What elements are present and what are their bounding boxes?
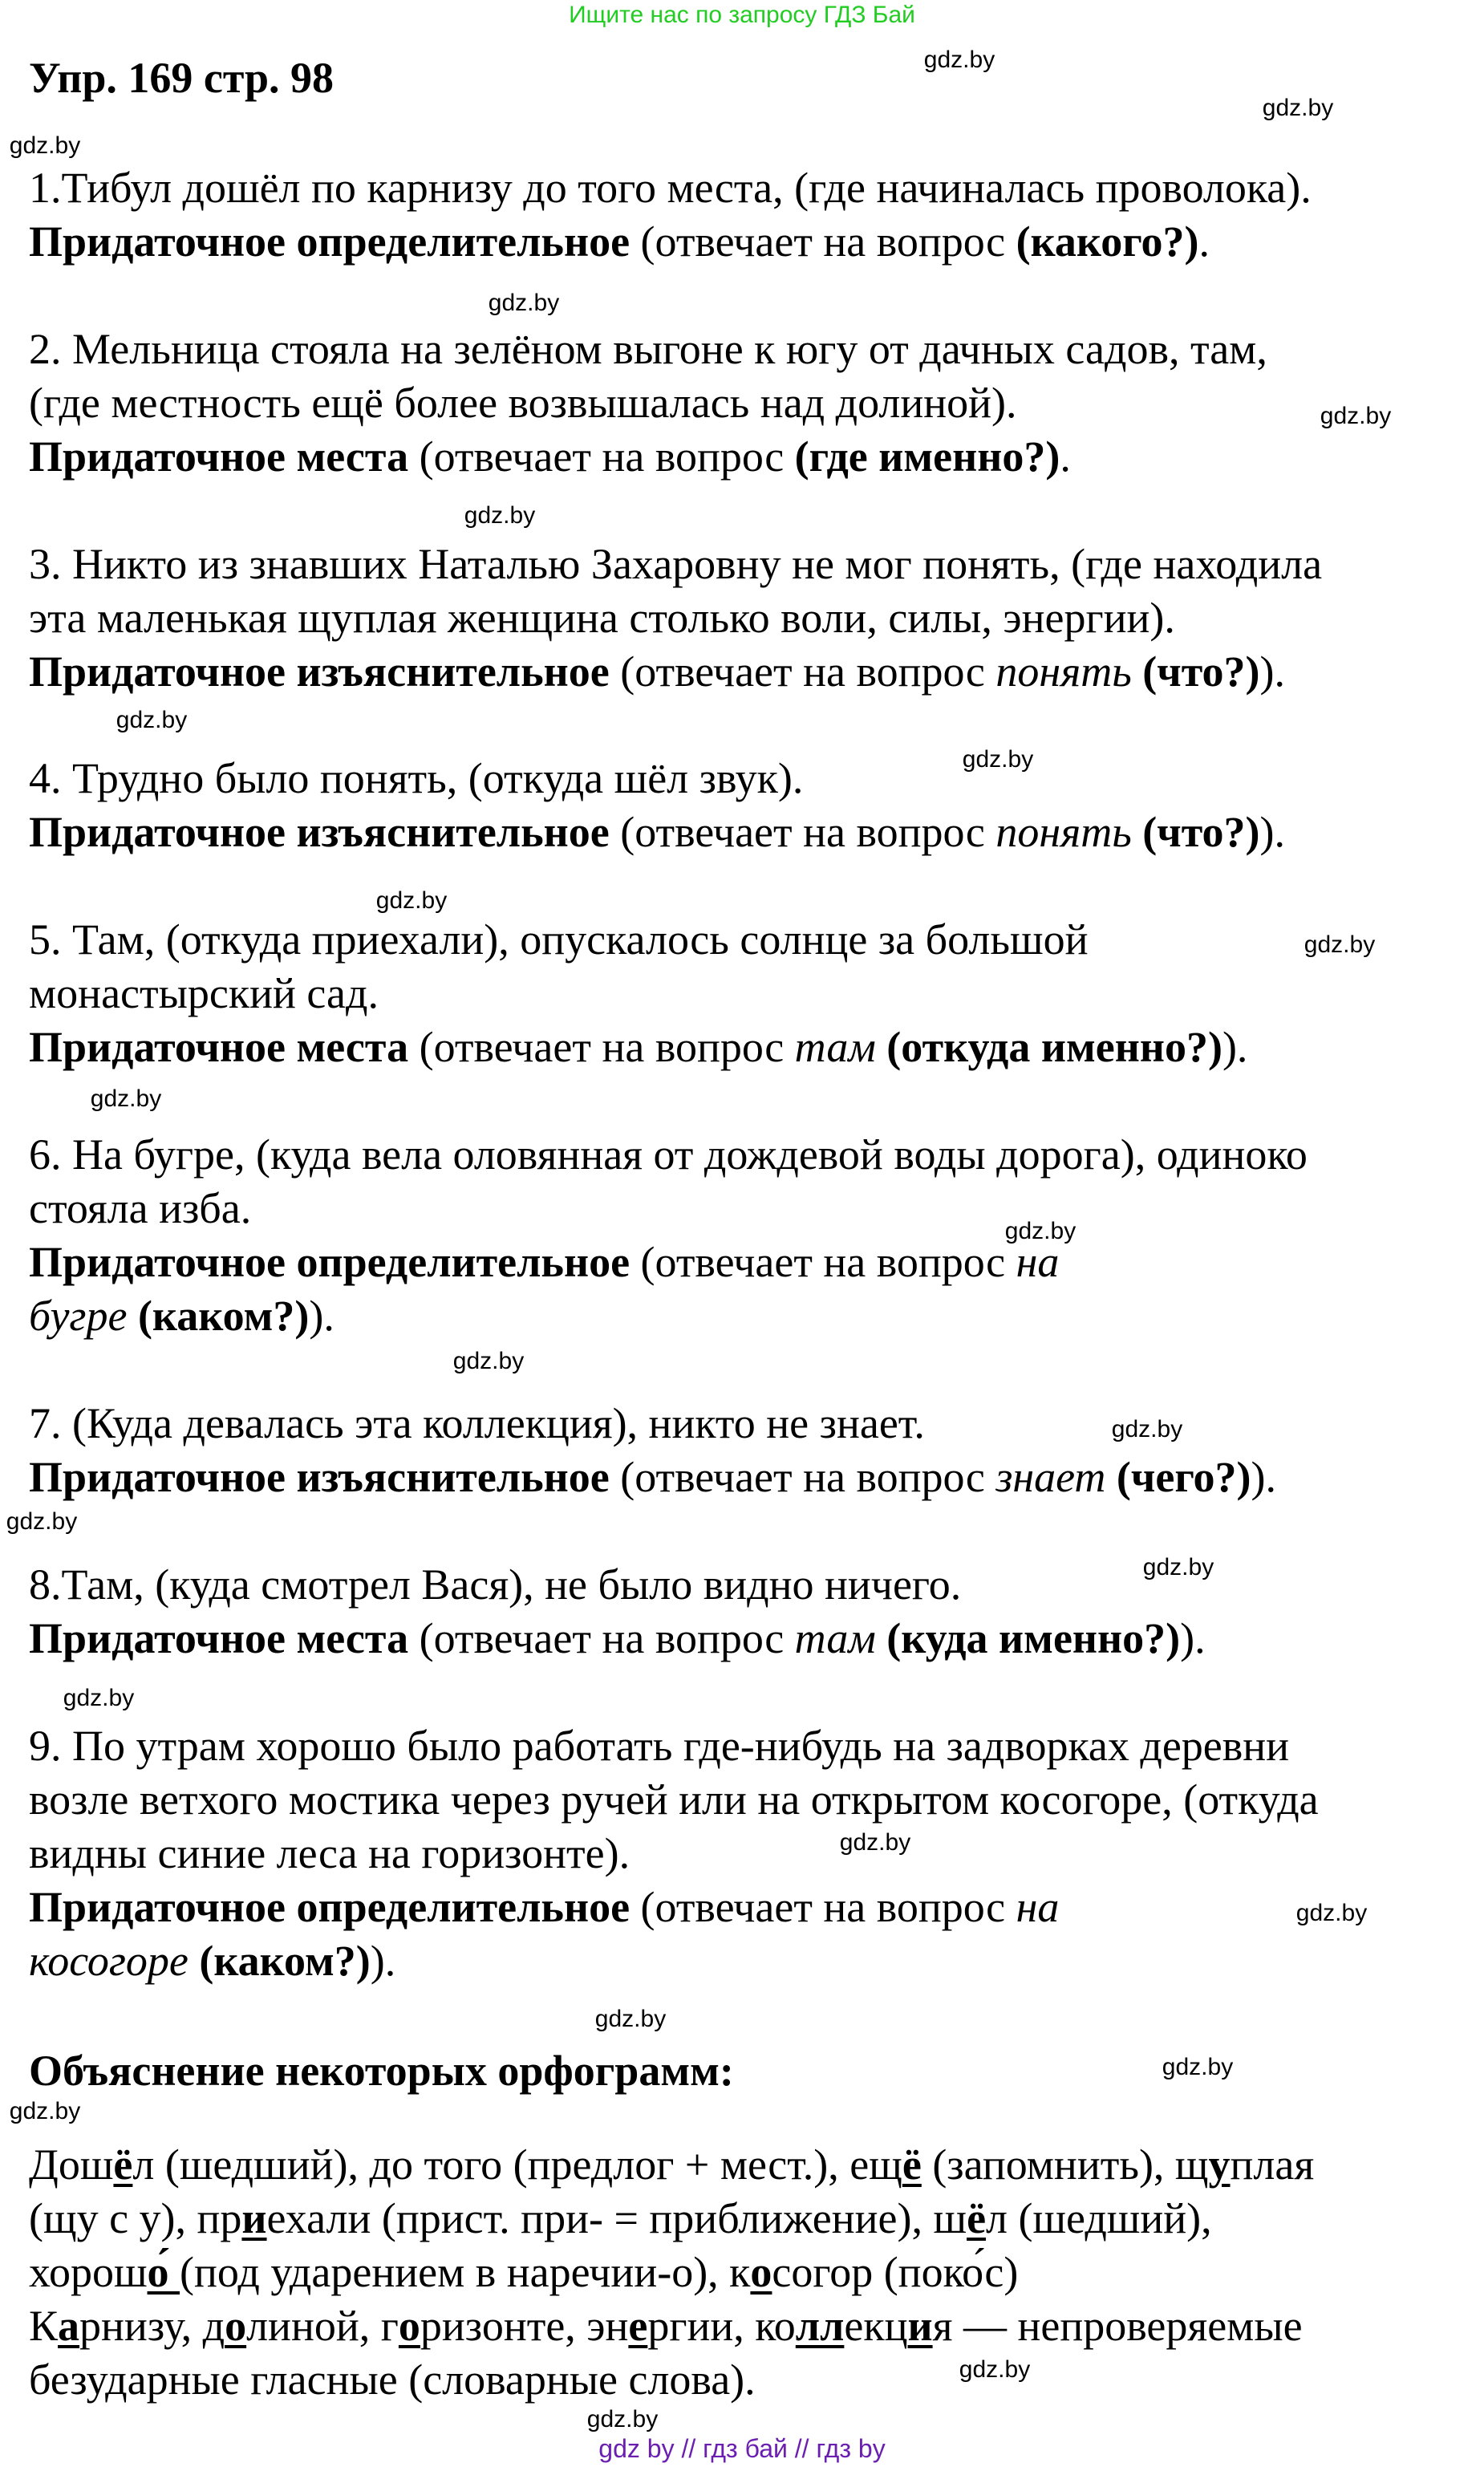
- footer-links[interactable]: gdz by // гдз бай // гдз by: [598, 2434, 886, 2463]
- text-line: [29, 1773, 1319, 1827]
- text: ).: [370, 1937, 396, 1985]
- bold-text: Придаточное места: [29, 1023, 409, 1071]
- bold-text: (чего?): [1116, 1453, 1251, 1501]
- watermark-text: gdz.by: [1262, 95, 1334, 121]
- text: [1132, 647, 1143, 696]
- underlined-letter: е: [628, 2302, 648, 2350]
- bold-text: Придаточное определительное: [29, 217, 630, 266]
- watermark-text: gdz.by: [959, 2356, 1031, 2383]
- italic-text: понять: [995, 647, 1132, 696]
- text-line: [29, 323, 1267, 376]
- text-line: [29, 538, 1322, 591]
- underlined-letter: о: [398, 2302, 420, 2350]
- text: (отвечает на вопрос: [630, 217, 1016, 266]
- text: видны синие леса на горизонте).: [29, 1829, 630, 1877]
- bold-text: (откуда именно?): [886, 1023, 1222, 1071]
- bold-text: (где именно?): [794, 432, 1060, 481]
- watermark-text: gdz.by: [116, 707, 188, 733]
- bold-text: (каком?): [199, 1937, 371, 1985]
- bold-text: Придаточное места: [29, 1614, 409, 1662]
- text: (отвечает на вопрос: [408, 1023, 795, 1071]
- italic-text: косогоре: [29, 1937, 189, 1985]
- text: Дош: [29, 2140, 114, 2189]
- text: л (шедший), до того (предлог + мест.), ещ: [132, 2140, 902, 2189]
- text-line: [29, 2246, 1314, 2299]
- text-line: [29, 2299, 1314, 2353]
- watermark-text: gdz.by: [90, 1085, 162, 1112]
- text: 9. По утрам хорошо было работать где-нибудь на задворках деревни: [29, 1722, 1290, 1770]
- text: [189, 1937, 200, 1985]
- bold-text: Придаточное определительное: [29, 1883, 630, 1931]
- text: ).: [309, 1292, 335, 1340]
- text-line: [29, 1020, 1247, 1074]
- text: 2. Мельница стояла на зелёном выгоне к югу от дачных садов, там,: [29, 325, 1267, 373]
- text-line: [29, 430, 1267, 484]
- text: (отвечает на вопрос: [609, 808, 996, 856]
- text: К: [29, 2302, 59, 2350]
- bold-text: Придаточное изъяснительное: [29, 647, 610, 696]
- underlined-letter: лл: [795, 2302, 845, 2350]
- text-line: [29, 1289, 1308, 1343]
- text-line: [29, 805, 1285, 859]
- italic-text: там: [794, 1023, 876, 1071]
- text: линой, г: [246, 2302, 399, 2350]
- text: (где местность ещё более возвышалась над долиной).: [29, 379, 1017, 427]
- watermark-text: gdz.by: [586, 2406, 659, 2433]
- text: [1132, 808, 1143, 856]
- text-line: [29, 1612, 1206, 1666]
- watermark-text: gdz.by: [9, 2098, 81, 2124]
- text-line: [29, 1934, 1319, 1988]
- watermark-text: gdz.by: [9, 132, 81, 159]
- text: 6. На бугре, (куда вела оловянная от дождевой воды дорога), одиноко: [29, 1130, 1308, 1179]
- text: [876, 1614, 887, 1662]
- text: ).: [1259, 808, 1285, 856]
- text: .: [1198, 217, 1210, 266]
- text: [876, 1023, 887, 1071]
- text: екц: [844, 2302, 908, 2350]
- watermark-text: gdz.by: [6, 1508, 78, 1535]
- exercise-item: [29, 161, 1312, 269]
- text: безударные гласные (словарные слова).: [29, 2355, 756, 2404]
- text-line: [29, 376, 1267, 430]
- exercise-item: [29, 1128, 1308, 1343]
- text: хорош: [29, 2248, 148, 2296]
- text: (под ударением в наречии-о), к: [180, 2248, 751, 2296]
- text-line: [29, 161, 1312, 215]
- text-line: [29, 1128, 1308, 1182]
- text-line: [29, 215, 1312, 269]
- watermark-text: gdz.by: [1304, 931, 1376, 958]
- exercise-item: [29, 538, 1322, 699]
- text: 8.Там, (куда смотрел Вася), не было видно ничего.: [29, 1560, 962, 1609]
- text: (отвечает на вопрос: [408, 1614, 795, 1662]
- text: 5. Там, (откуда приехали), опускалось солнце за большой: [29, 915, 1089, 964]
- text-line: [29, 1881, 1319, 1934]
- text: [127, 1292, 138, 1340]
- italic-text: понять: [995, 808, 1132, 856]
- italic-text: знает: [995, 1453, 1106, 1501]
- underlined-letter: ё: [967, 2194, 987, 2242]
- text-line: [29, 752, 1285, 805]
- text-line: [29, 913, 1247, 967]
- text: л (шедший),: [986, 2194, 1212, 2242]
- text-line: [29, 1397, 1276, 1451]
- underlined-letter: и: [907, 2302, 933, 2350]
- watermark-text: gdz.by: [452, 1348, 525, 1374]
- bold-text: (куда именно?): [886, 1614, 1181, 1662]
- text: (щу с у), пр: [29, 2194, 242, 2242]
- watermark-text: gdz.by: [594, 2006, 667, 2032]
- exercise-item: [29, 1397, 1276, 1504]
- watermark-text: gdz.by: [1320, 403, 1392, 429]
- text: ).: [1180, 1614, 1206, 1662]
- watermark-text: gdz.by: [375, 887, 448, 914]
- bold-text: (что?): [1142, 808, 1260, 856]
- italic-text: на: [1016, 1238, 1060, 1286]
- watermark-text: gdz.by: [464, 502, 536, 529]
- text: (запомнить), щ: [921, 2140, 1209, 2189]
- text: (отвечает на вопрос: [609, 1453, 996, 1501]
- text: эта маленькая щуплая женщина столько воли, силы, энергии).: [29, 594, 1175, 642]
- underlined-letter: ё: [902, 2140, 922, 2189]
- underlined-letter: о: [225, 2302, 247, 2350]
- text-line: [29, 1182, 1308, 1236]
- text: монастырский сад.: [29, 969, 379, 1017]
- text: 7. (Куда девалась эта коллекция), никто не знает.: [29, 1399, 925, 1447]
- text: рнизу, д: [79, 2302, 225, 2350]
- search-banner[interactable]: Ищите нас по запросу ГДЗ Бай: [569, 2, 915, 28]
- bold-text: Придаточное определительное: [29, 1238, 630, 1286]
- text: ризонте, эн: [420, 2302, 629, 2350]
- watermark-text: gdz.by: [1162, 2054, 1234, 2080]
- text-line: [29, 967, 1247, 1020]
- text: (отвечает на вопрос: [630, 1238, 1016, 1286]
- underlined-letter: о: [750, 2248, 772, 2296]
- text-line: [29, 2138, 1314, 2192]
- watermark-text: gdz.by: [63, 1685, 135, 1711]
- watermark-text: gdz.by: [488, 290, 560, 316]
- watermark-text: gdz.by: [1004, 1218, 1077, 1244]
- text-line: [29, 645, 1322, 699]
- text: ехали (прист. при- = приближение), ш: [266, 2194, 967, 2242]
- italic-text: там: [794, 1614, 876, 1662]
- orthography-explanation: [29, 2138, 1314, 2407]
- text: возле ветхого мостика через ручей или на открытом косогоре, (откуда: [29, 1775, 1319, 1824]
- exercise-item: [29, 913, 1247, 1074]
- text: согор (поко́с): [772, 2248, 1019, 2296]
- watermark-text: gdz.by: [839, 1829, 911, 1856]
- watermark-text: gdz.by: [923, 47, 995, 73]
- underlined-letter: ё: [113, 2140, 133, 2189]
- text: ).: [1251, 1453, 1276, 1501]
- text: [1105, 1453, 1117, 1501]
- italic-text: бугре: [29, 1292, 128, 1340]
- text: ргии, ко: [647, 2302, 796, 2350]
- text-line: [29, 1719, 1319, 1773]
- text-line: [29, 1451, 1276, 1504]
- text-line: [29, 1827, 1319, 1881]
- text: 4. Трудно было понять, (откуда шёл звук).: [29, 754, 804, 802]
- orthography-heading: Объяснение некоторых орфограмм:: [29, 2047, 734, 2095]
- underlined-letter: а: [58, 2302, 80, 2350]
- bold-text: (каком?): [137, 1292, 310, 1340]
- underlined-letter: и: [241, 2194, 267, 2242]
- underlined-letter: о́: [147, 2248, 180, 2296]
- underlined-letter: у: [1208, 2140, 1231, 2189]
- italic-text: на: [1016, 1883, 1060, 1931]
- watermark-text: gdz.by: [962, 746, 1034, 773]
- text: 3. Никто из знавших Наталью Захаровну не мог понять, (где находила: [29, 540, 1323, 588]
- bold-text: Придаточное места: [29, 432, 409, 481]
- text-line: [29, 1558, 1206, 1612]
- text-line: [29, 591, 1322, 645]
- bold-text: Придаточное изъяснительное: [29, 1453, 610, 1501]
- watermark-text: gdz.by: [1111, 1416, 1183, 1442]
- text: (отвечает на вопрос: [609, 647, 996, 696]
- text-line: [29, 2353, 1314, 2407]
- text: ).: [1259, 647, 1285, 696]
- text: (отвечает на вопрос: [408, 432, 795, 481]
- text: .: [1060, 432, 1071, 481]
- text: (отвечает на вопрос: [630, 1883, 1016, 1931]
- text: я — непроверяемые: [932, 2302, 1303, 2350]
- bold-text: Придаточное изъяснительное: [29, 808, 610, 856]
- bold-text: (какого?): [1016, 217, 1199, 266]
- text: стояла изба.: [29, 1184, 252, 1232]
- text: плая: [1230, 2140, 1315, 2189]
- page-title: Упр. 169 стр. 98: [29, 54, 335, 102]
- exercise-item: [29, 1558, 1206, 1666]
- watermark-text: gdz.by: [1295, 1900, 1368, 1926]
- exercise-item: [29, 323, 1267, 484]
- bold-text: (что?): [1142, 647, 1260, 696]
- text: 1.Тибул дошёл по карнизу до того места, (где начиналась проволока).: [29, 164, 1312, 212]
- exercise-item: [29, 752, 1285, 859]
- text-line: [29, 1236, 1308, 1289]
- text-line: [29, 2192, 1314, 2246]
- exercise-item: [29, 1719, 1319, 1988]
- text: ).: [1222, 1023, 1248, 1071]
- watermark-text: gdz.by: [1142, 1554, 1214, 1580]
